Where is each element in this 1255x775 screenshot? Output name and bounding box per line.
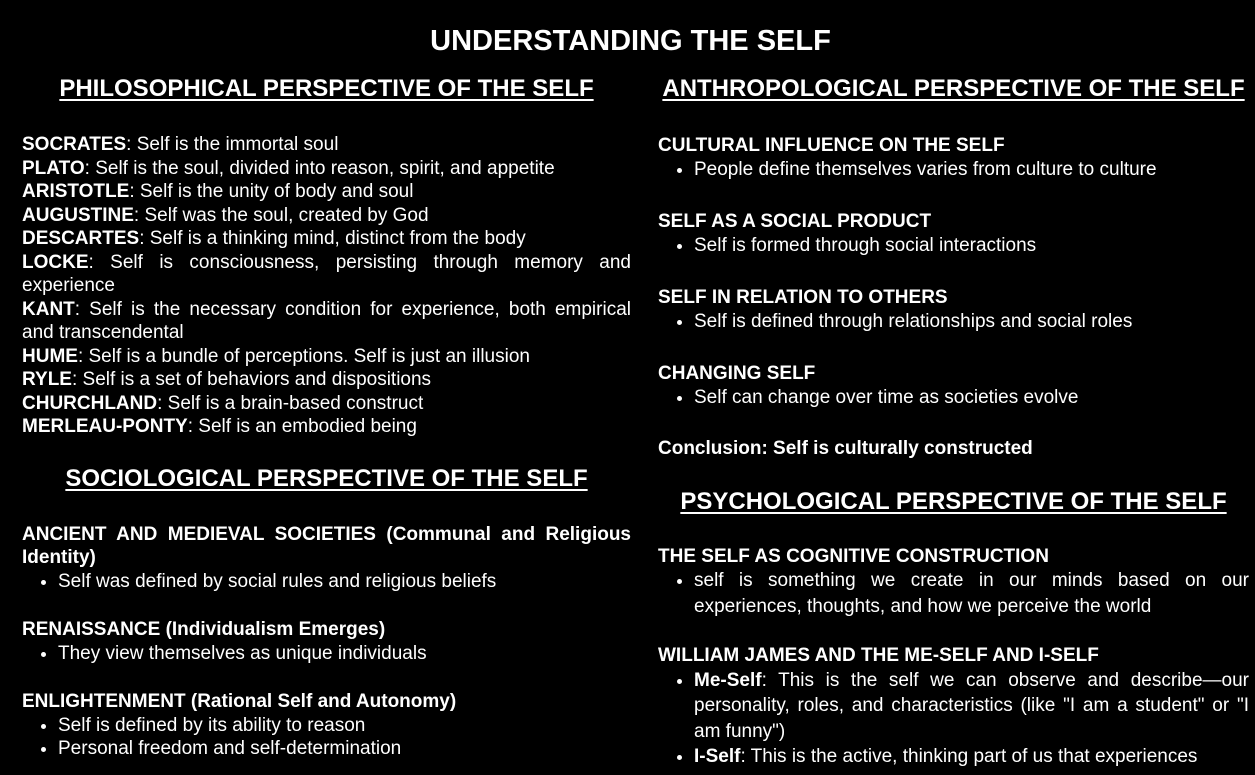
anthropological-heading: ANTHROPOLOGICAL PERSPECTIVE OF THE SELF [662, 75, 1245, 102]
psychological-heading: PSYCHOLOGICAL PERSPECTIVE OF THE SELF [680, 487, 1227, 515]
philosopher-name: MERLEAU-PONTY [22, 416, 188, 437]
sociological-section [22, 618, 631, 665]
bullet-item: • Self was defined by social rules and religious beliefs [58, 570, 631, 594]
philosophers-list [22, 133, 631, 439]
bullet-item: • Self is formed through social interactions [694, 234, 1249, 258]
bullet-item: • They view themselves as unique individuals [58, 642, 631, 666]
philosopher-name: PLATO [22, 157, 85, 179]
section-title: ANCIENT AND MEDIEVAL SOCIETIES (Communal and Religious Identity) [22, 523, 631, 568]
philosophical-heading: PHILOSOPHICAL PERSPECTIVE OF THE SELF [59, 75, 594, 102]
philosopher-view: : Self is a bundle of perceptions. Self is just an illusion [77, 345, 530, 367]
philosopher-name: LOCKE [22, 251, 89, 273]
philosopher-view: : Self is an embodied being [187, 416, 417, 437]
bullet-list [658, 158, 1249, 182]
i-self-label: I-Self [694, 746, 741, 767]
anthropological-section [658, 286, 1249, 333]
section-title: SELF IN RELATION TO OTHERS [658, 287, 948, 308]
bullet-list [658, 668, 1249, 770]
sociological-section [22, 523, 631, 594]
list-item [22, 133, 631, 157]
philosopher-name: KANT [22, 298, 75, 320]
bullet-list [22, 714, 631, 761]
section-title: CHANGING SELF [658, 363, 816, 384]
philosopher-view: : Self was the soul, created by God [133, 204, 429, 226]
philosopher-name: CHURCHLAND [22, 392, 158, 414]
philosopher-name: RYLE [22, 369, 72, 390]
bullet-item: • Self can change over time as societies evolve [694, 386, 1249, 410]
philosopher-view: : Self is a set of behaviors and dispositions [71, 369, 432, 390]
philosopher-name: SOCRATES [22, 134, 127, 155]
bullet-list [22, 570, 631, 594]
bullet-item: • Personal freedom and self-determination [58, 737, 631, 761]
philosopher-view: : Self is the immortal soul [126, 134, 339, 155]
list-item [22, 345, 631, 369]
right-column [658, 75, 1249, 770]
bullet-item: • self is something we create in our minds based on our experiences, thoughts, and how we perceive the world [694, 568, 1249, 619]
philosopher-view: : Self is the unity of body and soul [129, 181, 414, 202]
list-item [22, 204, 631, 228]
me-self-label: Me-Self [694, 669, 762, 691]
bullet-list [658, 568, 1249, 619]
sociological-heading: SOCIOLOGICAL PERSPECTIVE OF THE SELF [65, 464, 588, 492]
list-item [22, 251, 631, 298]
bullet-item: • People define themselves varies from culture to culture [694, 158, 1249, 182]
bullet-item: • Self is defined through relationships and social roles [694, 310, 1249, 334]
philosopher-view: : Self is a brain-based construct [157, 392, 424, 414]
philosopher-view: : Self is the necessary condition for experience, both empirical and transcendental [22, 298, 631, 343]
psychological-section [658, 644, 1249, 770]
philosopher-view: : Self is the soul, divided into reason, spirit, and appetite [84, 157, 555, 179]
bullet-list [22, 642, 631, 666]
bullet-item [694, 668, 1249, 745]
left-column [22, 75, 631, 761]
philosopher-name: HUME [22, 345, 78, 367]
section-title: CULTURAL INFLUENCE ON THE SELF [658, 135, 1005, 156]
bullet-list [658, 310, 1249, 334]
anthropological-section [658, 362, 1249, 409]
anthropological-section [658, 210, 1249, 257]
section-title: ENLIGHTENMENT (Rational Self and Autonomy) [22, 691, 457, 712]
philosopher-view: : Self is a thinking mind, distinct from the body [139, 228, 526, 249]
list-item [22, 392, 631, 416]
page-title: UNDERSTANDING THE SELF [430, 25, 831, 57]
list-item [22, 415, 631, 439]
bullet-list [658, 234, 1249, 258]
conclusion: Conclusion: Self is culturally constructed [658, 438, 1033, 459]
list-item [22, 180, 631, 204]
psychological-section [658, 545, 1249, 620]
philosopher-name: AUGUSTINE [22, 204, 134, 226]
list-item [22, 227, 631, 251]
bullet-list [658, 386, 1249, 410]
section-title: WILLIAM JAMES AND THE ME-SELF AND I-SELF [658, 645, 1099, 666]
list-item [22, 298, 631, 345]
section-title: THE SELF AS COGNITIVE CONSTRUCTION [658, 545, 1049, 567]
me-self-text: : This is the self we can observe and describe—our personality, roles, and characteristics (like "I am a student" or "I am funny") [694, 669, 1249, 742]
anthropological-section [658, 134, 1249, 181]
philosopher-name: ARISTOTLE [22, 181, 130, 202]
list-item [22, 368, 631, 392]
bullet-item [694, 744, 1249, 770]
sociological-section [22, 690, 631, 761]
philosopher-name: DESCARTES [22, 228, 140, 249]
bullet-item: • Self is defined by its ability to reason [58, 714, 631, 738]
section-title: SELF AS A SOCIAL PRODUCT [658, 211, 932, 232]
list-item [22, 157, 631, 181]
philosopher-view: : Self is consciousness, persisting through memory and experience [22, 251, 631, 296]
i-self-text: : This is the active, thinking part of us that experiences [740, 746, 1198, 767]
section-title: RENAISSANCE (Individualism Emerges) [22, 619, 386, 640]
